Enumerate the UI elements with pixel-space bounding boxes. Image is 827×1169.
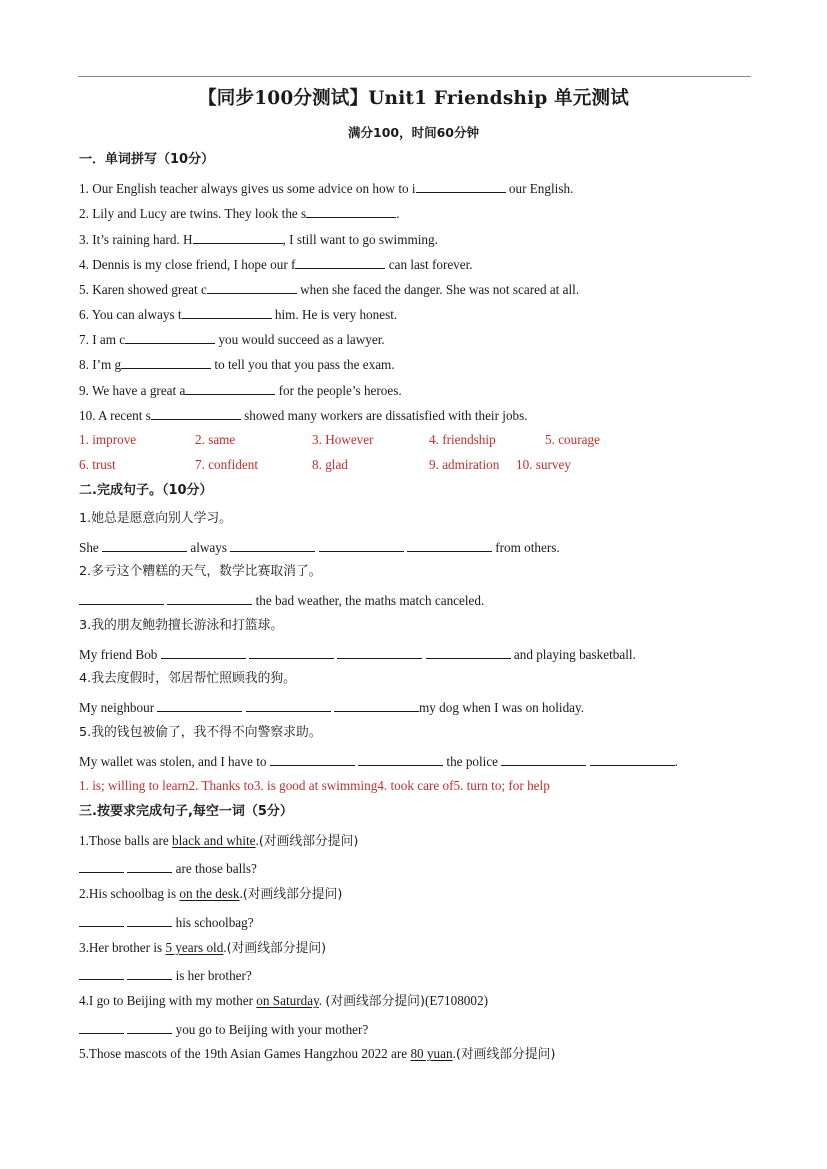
answer-blank[interactable] <box>426 646 511 659</box>
s1-answer-10: 10. survey <box>516 457 571 472</box>
answer-blank[interactable] <box>337 646 422 659</box>
s3-answer-line-4: you go to Beijing with your mother? <box>79 1021 368 1038</box>
s1-answer-6: 6. trust <box>79 457 116 472</box>
answer-blank[interactable] <box>207 281 297 294</box>
s1-question-6: 6. You can always t him. He is very honest. <box>79 307 398 322</box>
s2-sentence-1: She always from others. <box>79 540 560 555</box>
answer-blank[interactable] <box>416 180 506 193</box>
s1-question-2: 2. Lily and Lucy are twins. They look the s . <box>79 206 400 221</box>
underlined-part: on the desk <box>179 886 240 901</box>
answer-blank[interactable] <box>79 1021 124 1034</box>
answer-blank[interactable] <box>79 860 124 873</box>
answer-blank[interactable] <box>79 914 124 927</box>
s3-question-5: 5.Those mascots of the 19th Asian Games Hangzhou 2022 are 80 yuan.(对画线部分提问) <box>79 1046 556 1062</box>
answer-blank[interactable] <box>182 306 272 319</box>
answer-blank[interactable] <box>407 539 492 552</box>
s3-question-4: 4.I go to Beijing with my mother on Saturday. (对画线部分提问)(E7108002) <box>79 993 488 1009</box>
page-title: 【同步100分测试】Unit1 Friendship 单元测试 <box>198 88 629 109</box>
s2-chinese-2: 2.多亏这个糟糕的天气，数学比赛取消了。 <box>79 564 322 579</box>
answer-blank[interactable] <box>501 753 586 766</box>
answer-blank[interactable] <box>193 231 283 244</box>
s2-answers: 1. is; willing to learn2. Thanks to3. is good at swimming4. took care of5. turn to; for help <box>79 778 550 793</box>
page-subtitle: 满分100，时间60分钟 <box>348 125 479 140</box>
s3-question-2: 2.His schoolbag is on the desk.(对画线部分提问) <box>79 886 343 902</box>
answer-blank[interactable] <box>127 1021 172 1034</box>
answer-blank[interactable] <box>334 699 419 712</box>
s1-question-10: 10. A recent s showed many workers are dissatisfied with their jobs. <box>79 408 528 423</box>
s2-sentence-5: My wallet was stolen, and I have to the police . <box>79 754 678 769</box>
s1-answer-9: 9. admiration <box>429 457 500 472</box>
s1-answer-4: 4. friendship <box>429 432 496 447</box>
s2-chinese-3: 3.我的朋友鲍勃擅长游泳和打篮球。 <box>79 618 284 633</box>
answer-blank[interactable] <box>151 407 241 420</box>
s1-question-7: 7. I am c you would succeed as a lawyer. <box>79 332 385 347</box>
answer-blank[interactable] <box>270 753 355 766</box>
s1-answer-1: 1. improve <box>79 432 137 447</box>
s1-answer-8: 8. glad <box>312 457 348 472</box>
s3-question-1: 1.Those balls are black and white.(对画线部分提问) <box>79 833 359 849</box>
answer-blank[interactable] <box>125 331 215 344</box>
answer-blank[interactable] <box>185 382 275 395</box>
s3-answer-line-2: his schoolbag? <box>79 914 254 931</box>
s1-question-8: 8. I’m g to tell you that you pass the exam. <box>79 357 395 372</box>
underlined-part: 5 years old <box>165 940 224 955</box>
s1-answer-3: 3. However <box>312 432 374 447</box>
answer-blank[interactable] <box>167 592 252 605</box>
answer-blank[interactable] <box>127 914 172 927</box>
s1-question-5: 5. Karen showed great c when she faced the danger. She was not scared at all. <box>79 282 580 297</box>
s3-answer-line-1: are those balls? <box>79 860 257 877</box>
answer-blank[interactable] <box>102 539 187 552</box>
answer-blank[interactable] <box>127 860 172 873</box>
s2-sentence-3: My friend Bob and playing basketball. <box>79 647 636 662</box>
answer-blank[interactable] <box>295 256 385 269</box>
underlined-part: black and white <box>172 833 256 848</box>
section1-heading: 一．单词拼写（10分） <box>79 152 215 167</box>
answer-blank[interactable] <box>590 753 675 766</box>
s1-question-3: 3. It’s raining hard. H , I still want to go swimming. <box>79 232 438 247</box>
answer-blank[interactable] <box>249 646 334 659</box>
answer-blank[interactable] <box>306 205 396 218</box>
section3-heading: 三.按要求完成句子,每空一词（5分） <box>79 804 293 819</box>
s1-question-1: 1. Our English teacher always gives us some advice on how to i our English. <box>79 181 574 196</box>
answer-blank[interactable] <box>246 699 331 712</box>
answer-blank[interactable] <box>161 646 246 659</box>
answer-blank[interactable] <box>79 967 124 980</box>
s1-question-9: 9. We have a great a for the people’s heroes. <box>79 383 402 398</box>
s2-sentence-2: the bad weather, the maths match canceled. <box>79 592 484 609</box>
s2-chinese-5: 5.我的钱包被偷了，我不得不向警察求助。 <box>79 725 322 740</box>
s1-answer-2: 2. same <box>195 432 236 447</box>
s3-answer-line-3: is her brother? <box>79 967 252 984</box>
s2-chinese-1: 1.她总是愿意向别人学习。 <box>79 511 232 526</box>
s1-question-4: 4. Dennis is my close friend, I hope our f can last forever. <box>79 257 473 272</box>
answer-blank[interactable] <box>157 699 242 712</box>
answer-blank[interactable] <box>358 753 443 766</box>
s1-answer-7: 7. confident <box>195 457 258 472</box>
answer-blank[interactable] <box>230 539 315 552</box>
answer-blank[interactable] <box>127 967 172 980</box>
answer-blank[interactable] <box>319 539 404 552</box>
s3-question-3: 3.Her brother is 5 years old.(对画线部分提问) <box>79 940 327 956</box>
section2-heading: 二.完成句子。（10分） <box>79 483 213 498</box>
underlined-part: on Saturday <box>256 993 319 1008</box>
s2-chinese-4: 4.我去度假时，邻居帮忙照顾我的狗。 <box>79 671 296 686</box>
top-rule <box>78 76 751 77</box>
answer-blank[interactable] <box>121 356 211 369</box>
answer-blank[interactable] <box>79 592 164 605</box>
underlined-part: 80 yuan <box>410 1046 453 1061</box>
s1-answer-5: 5. courage <box>545 432 600 447</box>
s2-sentence-4: My neighbour my dog when I was on holiday. <box>79 700 585 715</box>
